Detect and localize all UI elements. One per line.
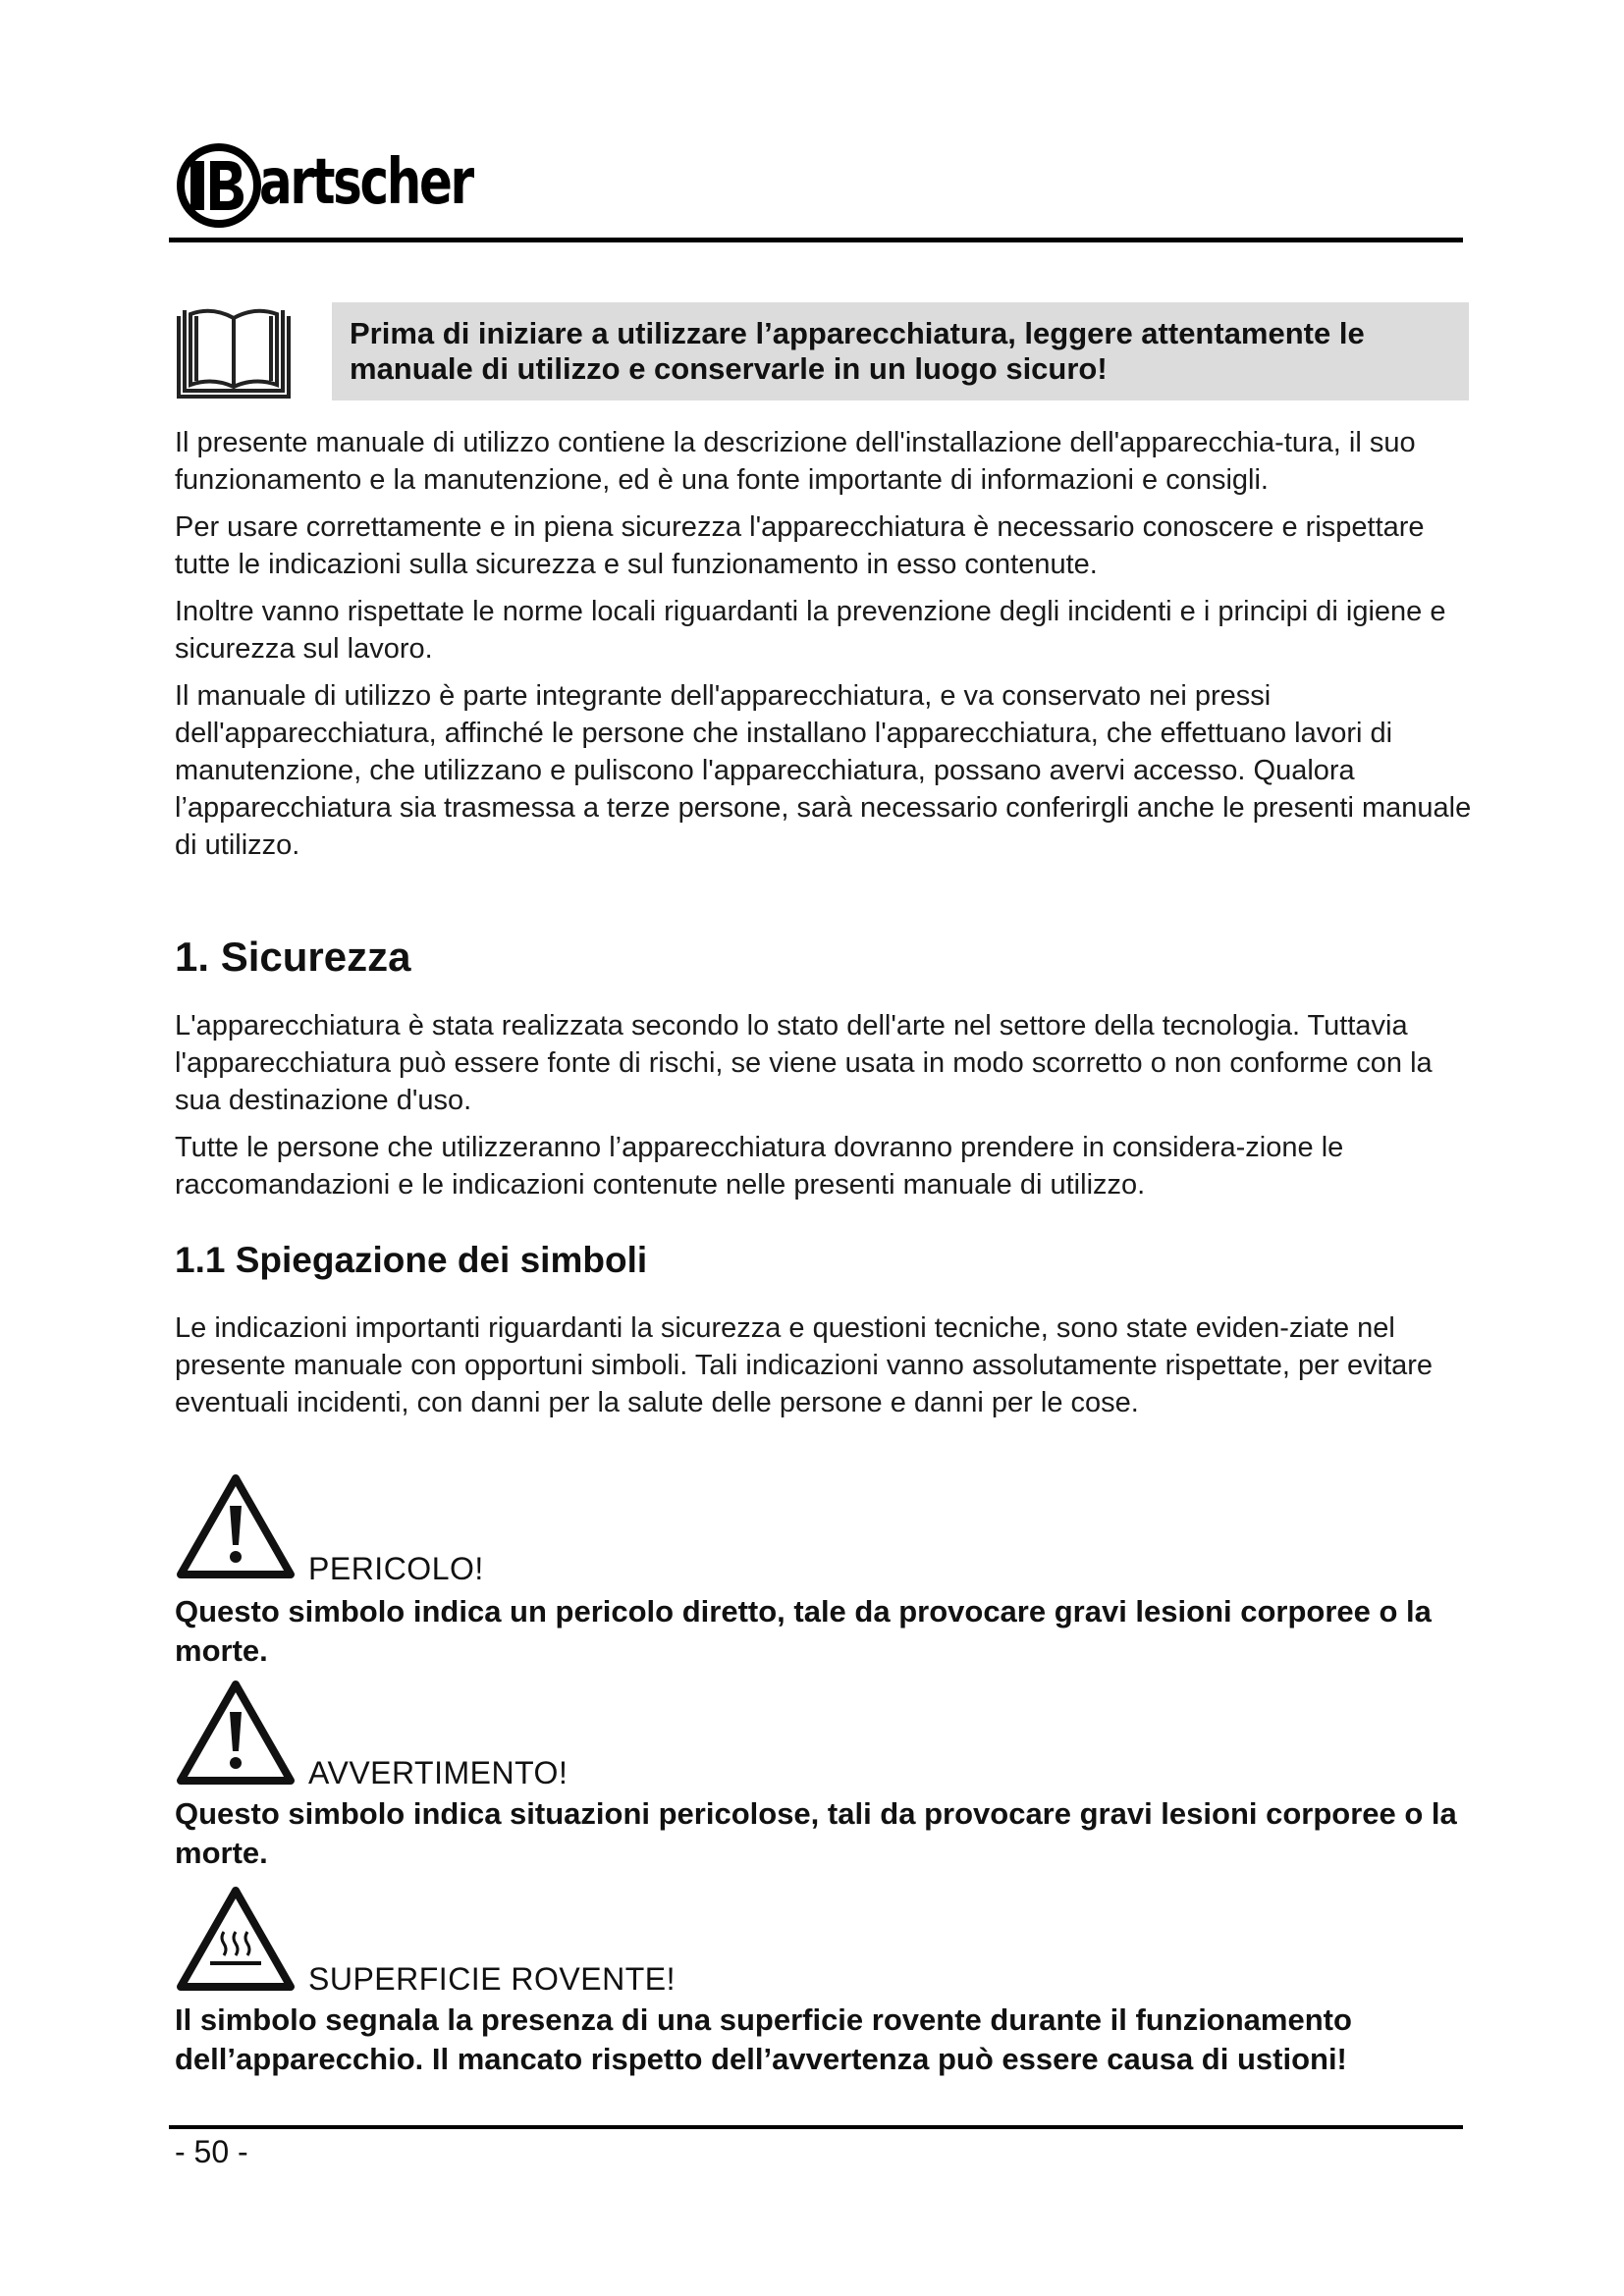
intro-paragraph-2: Per usare correttamente e in piena sicurezza l'apparecchiatura è necessario conoscere e rispettare tutte le indicazioni sulla sicurezza e sul funzionamento in esso contenute. [175, 511, 1425, 580]
warning-description: Questo simbolo indica situazioni pericolose, tali da provocare gravi lesioni corporee o la morte. [175, 1796, 1457, 1870]
section1-paragraph-1: L'apparecchiatura è stata realizzata secondo lo stato dell'arte nel settore della tecnologia. Tuttavia l'apparecchiatura può essere fonte di rischi, se viene usata in modo scorretto o non conforme con la sua destinazione d'uso. [175, 1010, 1433, 1116]
warning-title: PERICOLO! [308, 1551, 484, 1586]
intro-paragraph-1: Il presente manuale di utilizzo contiene la descrizione dell'installazione dell'apparecchia-tura, il suo funzionamento e la manutenzione, ed è una fonte importante di informazioni e consigli. [175, 427, 1416, 496]
warning-description: Il simbolo segnala la presenza di una superficie rovente durante il funzionamento dell’apparecchio. Il mancato rispetto dell’avvertenza può essere causa di ustioni! [175, 2002, 1352, 2076]
warning-exclamation-icon [175, 1679, 297, 1787]
warning-title: AVVERTIMENTO! [308, 1755, 568, 1790]
bartscher-logo [177, 135, 491, 234]
warning-exclamation-icon [175, 1472, 297, 1580]
intro-paragraph-3: Inoltre vanno rispettate le norme locali riguardanti la prevenzione degli incidenti e i principi di igiene e sicurezza sul lavoro. [175, 596, 1446, 665]
intro-text [175, 424, 1481, 874]
section-heading-simboli: 1.1 Spiegazione dei simboli [175, 1240, 648, 1280]
section1-text [175, 1007, 1481, 1213]
notice-box [332, 302, 1469, 400]
logo-b-mark [177, 143, 261, 228]
section1-1-text [175, 1309, 1481, 1431]
hot-surface-icon [175, 1885, 297, 1993]
warning-pericolo [175, 1472, 1481, 1679]
notice-text: Prima di iniziare a utilizzare l’apparecchiatura, leggere attentamente le manuale di utilizzo e conservarle in un luogo sicuro! [350, 316, 1365, 386]
intro-paragraph-4: Il manuale di utilizzo è parte integrante dell'apparecchiatura, e va conservato nei pressi dell'apparecchiatura, affinché le persone che installano l'apparecchiatura, che effettuano lavori di manutenzione, che utilizzano e puliscono l'apparecchiatura, possano avervi accesso. Qualora l’apparecchiatura sia trasmessa a terze persone, sarà necessario conferirgli anche le presenti manuale di utilizzo. [175, 680, 1472, 861]
section1-1-paragraph: Le indicazioni importanti riguardanti la sicurezza e questioni tecniche, sono state eviden-ziate nel presente manuale con opportuni simboli. Tali indicazioni vanno assolutamente rispettate, per evitare eventuali incidenti, con danni per la salute delle persone e danni per le cose. [175, 1312, 1434, 1418]
logo-wordmark: artscher [259, 146, 472, 219]
open-book-icon [175, 302, 293, 399]
section1-paragraph-2: Tutte le persone che utilizzeranno l’apparecchiatura dovranno prendere in considera-zione le raccomandazioni e le indicazioni contenute nelle presenti manuale di utilizzo. [175, 1132, 1344, 1201]
header-divider [169, 238, 1463, 242]
warning-title: SUPERFICIE ROVENTE! [308, 1961, 676, 1997]
page-number: - 50 - [175, 2134, 248, 2169]
warning-description: Questo simbolo indica un pericolo diretto, tale da provocare gravi lesioni corporee o la morte. [175, 1594, 1432, 1668]
warning-avvertimento [175, 1679, 1481, 1885]
footer-divider [169, 2125, 1463, 2129]
section-heading-sicurezza: 1. Sicurezza [175, 934, 411, 980]
warning-superficie-rovente [175, 1885, 1481, 2091]
